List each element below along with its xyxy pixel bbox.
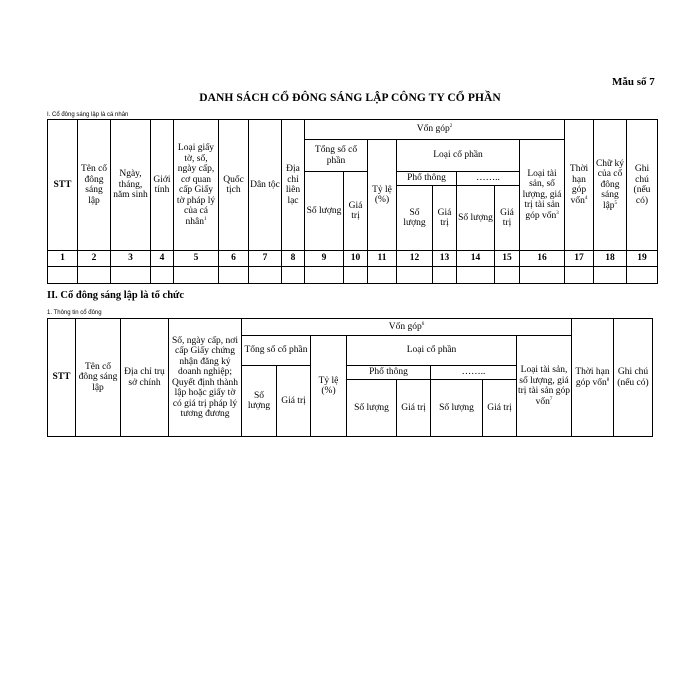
col-no: 9 [305,251,344,267]
col-no: 7 [249,251,282,267]
h1-other: …….. [457,172,520,186]
h1-name: Tên cổ đông sáng lập [78,120,111,251]
h1-total-shares: Tổng số cổ phần [305,140,368,172]
h1-ratio: Tỷ lệ (%) [368,140,397,251]
col-no: 14 [457,251,495,267]
h1-capital: Vốn góp$^2$ [305,120,565,140]
h2-qty: Số lượng [242,366,277,437]
individual-shareholders-table [47,119,658,284]
h2-capital: Vốn góp$^6$ [242,319,572,336]
form-number: Mẫu số 7 [612,76,655,88]
h2-value: Giá trị [277,366,311,437]
h2-note: Ghi chú (nếu có) [614,319,653,437]
col-no: 3 [111,251,151,267]
table-row [48,267,658,284]
col-no: 11 [368,251,397,267]
h2-other: …….. [431,366,517,380]
h1-nationality: Quốc tịch [219,120,249,251]
h2-other-qty: Số lượng [431,380,483,437]
col-no: 15 [495,251,520,267]
h1-note: Ghi chú (nếu có) [627,120,658,251]
col-no: 16 [520,251,565,267]
col-no: 18 [594,251,627,267]
h1-ethnic: Dân tộc [249,120,282,251]
h2-common: Phổ thông [347,366,431,380]
h1-dob: Ngày, tháng, năm sinh [111,120,151,251]
h1-id-doc: Loại giấy tờ, số, ngày cấp, cơ quan cấp Giấy tờ pháp lý của cá nhân$^1$ [174,120,219,251]
col-no: 5 [174,251,219,267]
h2-name: Tên cổ đông sáng lập [76,319,121,437]
section2-label: II. Cổ đông sáng lập là tổ chức [47,290,184,301]
h2-common-qty: Số lượng [347,380,397,437]
h2-common-value: Giá trị [397,380,431,437]
h1-share-type: Loại cổ phần [397,140,520,172]
col-no: 8 [282,251,305,267]
h2-stt: STT [48,319,76,437]
col-no: 19 [627,251,658,267]
col-no: 1 [48,251,78,267]
section1-label: I. Cổ đông sáng lập là cá nhân [47,112,129,118]
h2-asset: Loại tài sản, số lượng, giá trị tài sản góp vốn$^7$ [517,336,572,437]
h2-hq: Địa chỉ trụ sở chính [121,319,169,437]
h2-reg-doc: Số, ngày cấp, nơi cấp Giấy chứng nhận đăng ký doanh nghiệp; Quyết định thành lập hoặc giấy tờ có giá trị pháp lý tương đương [169,319,242,437]
col-no: 13 [433,251,457,267]
document-title: DANH SÁCH CỔ ĐÔNG SÁNG LẬP CÔNG TY CỔ PHẦN [199,92,501,104]
col-no: 12 [397,251,433,267]
h1-value: Giá trị [344,172,368,251]
col-no: 6 [219,251,249,267]
col-no: 2 [78,251,111,267]
h2-period: Thời hạn góp vốn$^8$ [572,319,614,437]
h1-stt: STT [48,120,78,251]
h1-gender: Giới tính [151,120,174,251]
h1-other-qty: Số lượng [457,186,495,251]
h1-signature: Chữ ký của cổ đông sáng lập$^5$ [594,120,627,251]
h2-share-type: Loại cổ phần [347,336,517,366]
h1-qty: Số lượng [305,172,344,251]
h1-period: Thời hạn góp vốn$^4$ [565,120,594,251]
h1-common-value: Giá trị [433,186,457,251]
organization-shareholders-table [47,318,653,437]
section2-sub-label: 1. Thông tin cổ đông [47,310,102,316]
col-no: 4 [151,251,174,267]
h1-asset: Loại tài sản, số lượng, giá trị tài sản góp vốn$^3$ [520,140,565,251]
col-no: 17 [565,251,594,267]
h1-contact: Địa chỉ liên lạc [282,120,305,251]
h2-total-shares: Tổng số cổ phần [242,336,311,366]
col-no: 10 [344,251,368,267]
h2-ratio: Tỷ lệ (%) [311,336,347,437]
h2-other-value: Giá trị [483,380,517,437]
h1-other-value: Giá trị [495,186,520,251]
h1-common: Phổ thông [397,172,457,186]
column-number-row [48,251,658,267]
h1-common-qty: Số lượng [397,186,433,251]
